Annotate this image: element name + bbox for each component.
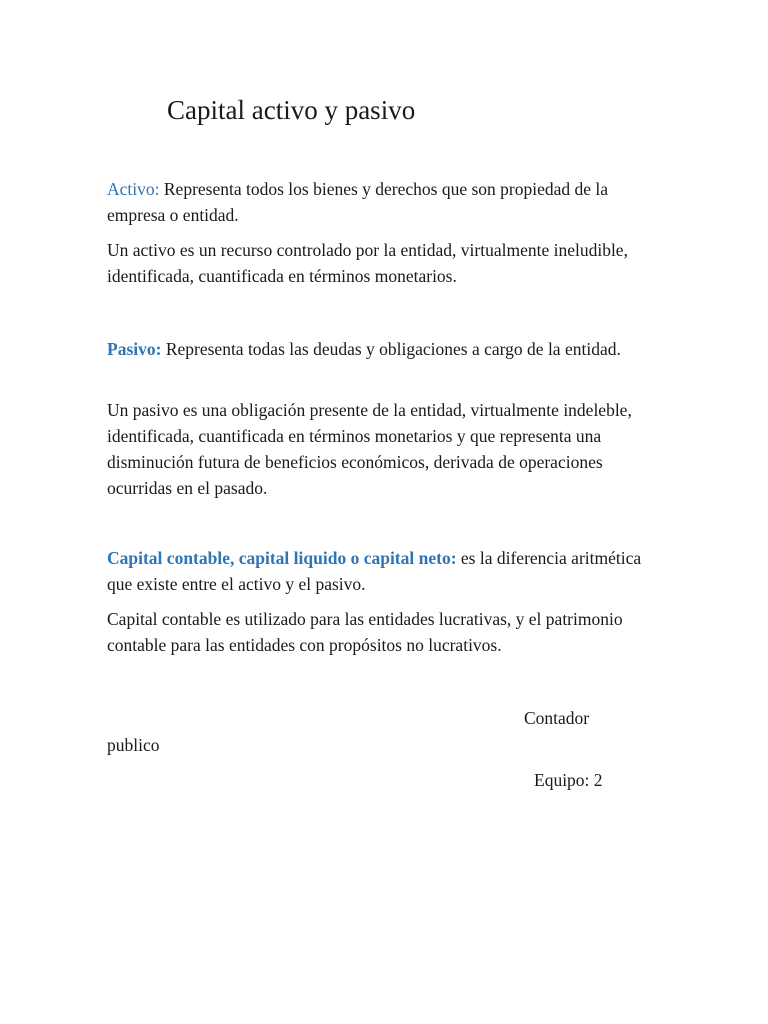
capital-label: Capital contable, capital liquido o capital neto: (107, 548, 457, 568)
activo-definition (107, 176, 667, 228)
pasivo-detail: Un pasivo es una obligación presente de la entidad, virtualmente indeleble, identificada, cuantificada en términos monetarios y que representa una disminución futura de beneficios económicos, derivada de operaciones ocurridas en el pasado. (107, 400, 632, 498)
signature-line-2: publico (107, 735, 160, 755)
pasivo-definition (107, 336, 667, 362)
team-label: Equipo: 2 (534, 770, 603, 790)
pasivo-definition-text: Representa todas las deudas y obligaciones a cargo de la entidad. (161, 339, 621, 359)
activo-detail: Un activo es un recurso controlado por la entidad, virtualmente ineludible, identificada, cuantificada en términos monetarios. (107, 240, 628, 286)
capital-definition (107, 545, 667, 597)
capital-definition-text: es la diferencia aritmética que existe entre el activo y el pasivo. (107, 548, 642, 594)
page-title: Capital activo y pasivo (167, 95, 416, 125)
signature-line-1: Contador (524, 708, 590, 728)
activo-definition-text: Representa todos los bienes y derechos que son propiedad de la empresa o entidad. (107, 179, 609, 225)
activo-label: Activo: (107, 179, 160, 199)
capital-detail: Capital contable es utilizado para las entidades lucrativas, y el patrimonio contable para las entidades con propósitos no lucrativos. (107, 609, 623, 655)
pasivo-label: Pasivo: (107, 339, 162, 359)
